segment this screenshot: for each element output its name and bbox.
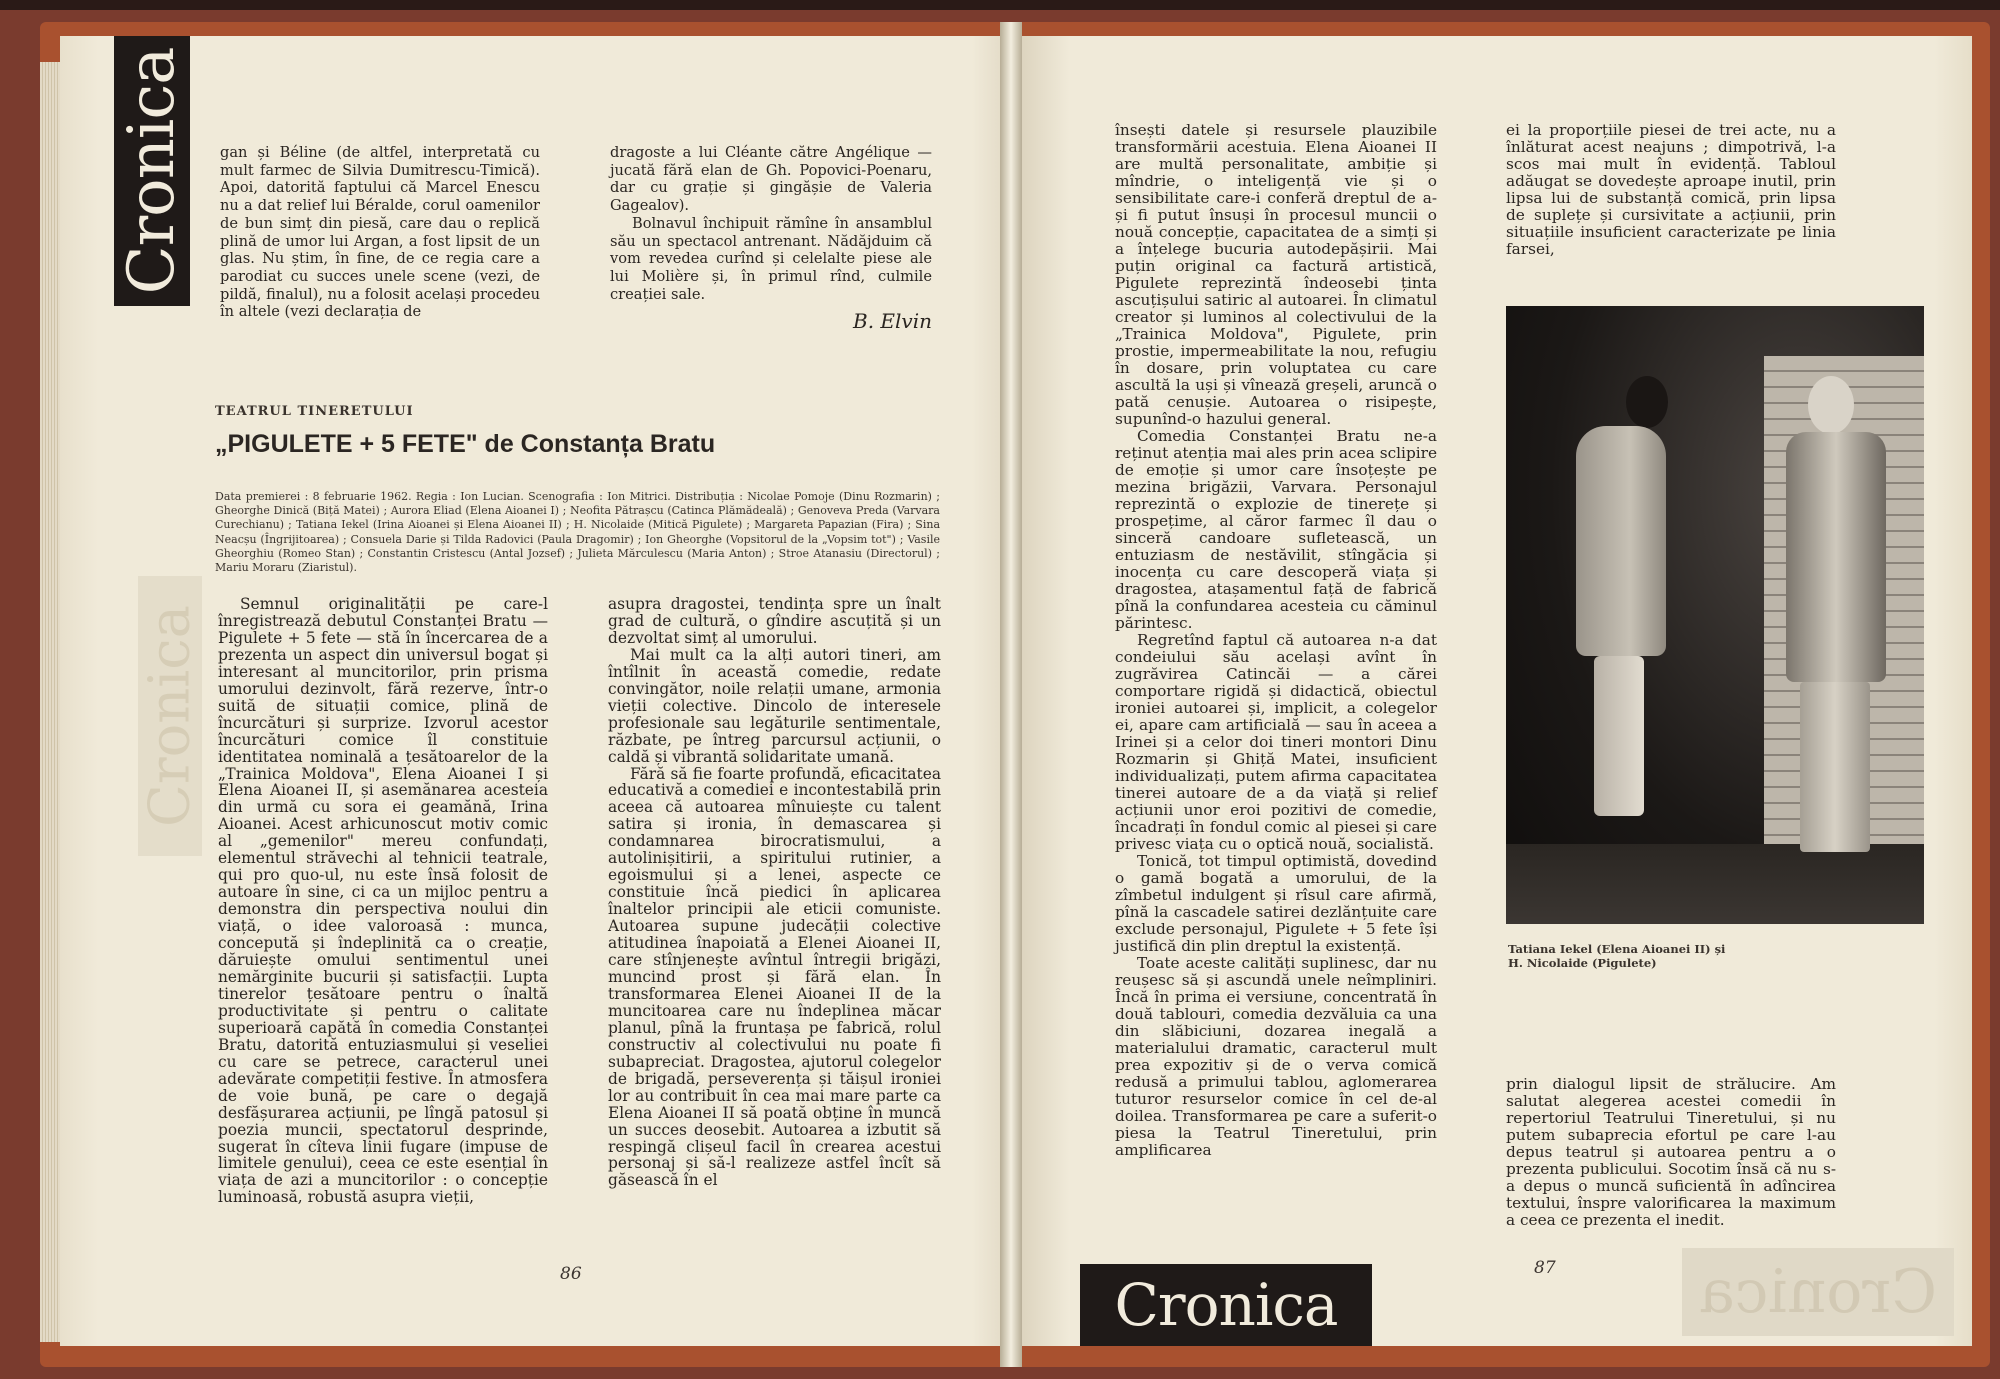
paragraph: Tonică, tot timpul optimistă, dovedind o gamă bogată a umorului, de la zîmbetul indulgent și rîsul care afirmă, pînă la cascadele satirei dezlănțuite care exclude personajul, Pigulete + 5 fete își justifică din plin dreptul la existență.	[1115, 852, 1437, 955]
left-top-column-1	[220, 144, 540, 321]
cronica-logo: Cronica	[1080, 1264, 1372, 1346]
left-main-column-1	[218, 596, 548, 1206]
right-page	[1022, 36, 1972, 1346]
spine-binding	[1000, 22, 1022, 1367]
page-edges	[40, 62, 60, 1342]
caption-line: Tatiana Iekel (Elena Aioanei II) și	[1508, 942, 1726, 956]
production-credits: Data premierei : 8 februarie 1962. Regia : Ion Lucian. Scenografia : Ion Mitrici. Distribuția : Nicolae Pomoje (Dinu Rozmarin) ; Gheorghe Dinică (Biță Matei) ; Aurora Eliad (Elena Aioanei I) ; Neofita Pătrașcu (Catinca Plămădeală) ; Genoveva Preda (Varvara Curechianu) ; Tatiana Iekel (Irina Aioanei și Elena Aioanei II) ; H. Nicolaide (Mitică Pigulete) ; Margareta Papazian (Fira) ; Sina Neacșu (Îngrijitoarea) ; Consuela Darie și Tilda Radovici (Paula Dragomir) ; Ion Gheorghe (Vopsitorul de la „Vopsim tot") ; Vasile Gheorghiu (Romeo Stan) ; Constantin Cristescu (Antal Jozsef) ; Julieta Mărculescu (Maria Anton) ; Stroe Atanasiu (Directorul) ; Mariu Moraru (Ziaristul).	[215, 490, 940, 575]
paragraph: Semnul originalității pe care-l înregistrează debutul Constanței Bratu — Pigulete + 5 fete — stă în încercarea de a prezenta un aspect din universul bogat și interesant al muncitorilor, prin prisma umorului dezinvolt, fără rezerve, într-o suită de situații comice, plină de încurcături și surprize. Izvorul acestor încurcături comice îl constituie identitatea nominală a țesătoarelor de la „Trainica Moldova", Elena Aioanei I și Elena Aioanei II, și asemănarea acesteia din urmă cu sora ei geamănă, Irina Aioanei. Acest arhicunoscut motiv comic al „gemenilor" mereu confundați, elementul străvechi al tehnicii teatrale, qui pro quo-ul, nu este însă folosit de autoare în sine, ci ca un mijloc pentru a demonstra din perspectiva noului din viață, o idee valoroasă : munca, concepută și îndeplinită ca o creație, dăruiește omului sentimentul unei nemărginite bucurii și satisfacții. Lupta tinerelor țesătoare pentru o înaltă productivitate și pentru o calitate superioară capătă în comedia Constanței Bratu, datorită entuziasmului și veseliei cu care se petrece, caracterul unei adevărate competiții festive. În atmosfera de voie bună, pe care o degajă desfășurarea acțiunii, pe lîngă patosul și poezia muncii, spectatorul desprinde, sugerat în cîteva linii fugare (impuse de limitele genului), ceea ce este esențial în viața de azi a muncitorilor : o concepție luminoasă, robustă asupra vieții,	[218, 595, 548, 1207]
left-top-column-2	[610, 144, 932, 334]
paragraph: Mai mult ca la alți autori tineri, am întîlnit în această comedie, redate convingător, noile relații umane, armonia vieții colective. Dincolo de interesele profesionale sau legăturile sentimentale, răzbate, pe întreg parcursul acțiunii, o caldă și vibrantă solidaritate umană.	[608, 645, 941, 766]
paragraph: Regretînd faptul că autoarea n-a dat condeiului său același avînt în zugrăvirea Catincăi — a cărei comportare rigidă și didactică, obiectul ironiei autoarei și, implicit, a colegelor ei, apare cam artificială — sau în aceea a Irinei și a celor doi tineri montori Dinu Rozmarin și Ghiță Matei, insuficient individualizați, putem afirma capacitatea tinerei autoare de a da viață și relief acțiunii unor eroi pozitivi de comedie, încadrați în fondul comic al piesei și care privesc viața cu o optică nouă, socialistă.	[1115, 631, 1437, 853]
cronica-tab-label: Cronica	[115, 47, 189, 295]
paragraph: Fără să fie foarte profundă, eficacitatea educativă a comediei e incontestabilă prin aceea că autoarea mînuiește cu talent satira și ironia, în demascarea și condamnarea birocratismului, a autolinișitirii, a spiritului rutinier, a egoismului și a lenei, aspecte ce constituie încă piedici în aplicarea înaltelor principii ale eticii comuniste. Autoarea supune judecății colective atitudinea înapoiată a Elenei Aioanei II, care stînjenește avîntul întregii brigăzi, muncind prost și fără elan. În transformarea Elenei Aioanei II de la muncitoarea care nu îndeplinea măcar planul, pînă la fruntașa pe fabrică, rolul constructiv al colectivului nu poate fi subapreciat. Dragostea, ajutorul colegelor de brigadă, perseverența și tăișul ironiei lor au contribuit în cea mai mare parte ca Elena Aioanei II să poată obține în muncă un succes deosebit. Autoarea a izbutit să respingă clișeul facil în crearea acestui personaj și să-l realizeze astfel încît să găsească în el	[608, 764, 941, 1190]
left-page	[60, 36, 1021, 1346]
page-number: 87	[1534, 1258, 1556, 1278]
paragraph: Toate aceste calități suplinesc, dar nu reușesc să și ascundă unele neîmpliniri. Încă în prima ei versiune, concentrată în două tablouri, comedia dezvăluia ca una din slăbiciuni, dozarea inegală a materialului dramatic, caracterul mult prea expozitiv și de o verva comică redusă a primului tablou, aglomerarea tuturor resurselor comice în cel de-al doilea. Transformarea pe care a suferit-o piesa la Teatrul Tineretului, prin amplificarea	[1115, 954, 1437, 1159]
right-column-2-top	[1506, 122, 1836, 258]
show-through-tab	[138, 576, 202, 856]
left-main-column-2	[608, 596, 941, 1189]
photo-caption	[1508, 942, 1725, 970]
right-column-1	[1115, 122, 1437, 1159]
photo-actor-figure	[1764, 376, 1904, 856]
paragraph: prin dialogul lipsit de strălucire. Am salutat alegerea acestei comedii în repertoriul Teatrului Tineretului, și nu putem subaprecia efortul pe care l-au depus teatrul și autoarea pentru a o prezenta publicului. Socotim însă că nu s-a depus o muncă suficientă în adîncirea textului, înspre valorificarea la maximum a ceea ce prezenta el inedit.	[1506, 1075, 1836, 1229]
paragraph: Bolnavul închipuit rămîne în ansamblul său un spectacol antrenant. Nădăjduim că vom revedea curînd și celelalte piese ale lui Molière și, în primul rînd, culmile creației sale.	[610, 214, 932, 303]
article-headline: „PIGULETE + 5 FETE" de Constanța Bratu	[215, 430, 716, 458]
paragraph: asupra dragostei, tendința spre un înalt grad de cultură, o gîndire ascuțită și un dezvoltat simț al umorului.	[608, 595, 941, 647]
section-label: TEATRUL TINERETULUI	[215, 404, 414, 419]
author-signature: B. Elvin	[853, 309, 932, 334]
show-through-label: Cronica	[137, 604, 203, 828]
page-number: 86	[560, 1264, 582, 1284]
photo-stage-floor	[1506, 844, 1924, 924]
paragraph: ei la proporțiile piesei de trei acte, nu a înlăturat acest neajuns ; dimpotrivă, l-a scos mai mult în evidență. Tabloul adăugat se dovedește aproape inutil, prin lipsa lui de substanță comică, prin lipsa de suplețe și cursivitate a acțiunii, prin situațiile insuficient caracterizate pe linia farsei,	[1506, 121, 1836, 258]
caption-line: H. Nicolaide (Pigulete)	[1508, 956, 1657, 970]
production-photo	[1506, 306, 1924, 924]
paragraph: gan și Béline (de altfel, interpretată cu mult farmec de Silvia Dumitrescu-Timică). Apoi, datorită faptului că Marcel Enescu nu a dat relief lui Béralde, corul oamenilor de bun simț din piesă, care dau o replică plină de umor lui Argan, a fost lipsit de un glas. Nu știm, în fine, de ce regia care a parodiat cu succes unele scene (vezi, de pildă, finalul), nu a folosit același procedeu în altele (vezi declarația de	[220, 144, 540, 321]
cronica-section-tab	[114, 36, 190, 306]
right-column-2-bottom	[1506, 1076, 1836, 1229]
paragraph: Comedia Constanței Bratu ne-a reținut atenția mai ales prin acea sclipire de emoție și umor care însoțește pe mezina brigăzii, Varvara. Personajul reprezintă o explozie de tinerețe și prospețime, al căror farmec îl dau o sinceră candoare sufletească, un entuziasm de nestăvilit, stîngăcia și inocența cu care descoperă viața și dragostea, atașamentul față de fabrică pînă la confundarea acesteia cu căminul părintesc.	[1115, 427, 1437, 632]
book-spread	[40, 22, 1990, 1367]
paragraph: dragoste a lui Cléante către Angélique — jucată fără elan de Gh. Popovici-Poenaru, dar cu grație și gingășie de Valeria Gagealov).	[610, 144, 932, 215]
paragraph: însești datele și resursele plauzibile transformării acestuia. Elena Aioanei II are multă personalitate, ambiție și mîndrie, o inteligență vie și o sensibilitate care-i conferă dreptul de a-și fi putut însuși în procesul muncii o nouă concepție, capacitatea de a simți și a înțelege bucuria autodepășirii. Mai puțin original ca factură artistică, Pigulete reprezintă îndeosebi ținta ascuțișului satiric al autoarei. În climatul creator și luminos al colectivului de la „Trainica Moldova", Pigulete, prin prostie, impermeabilitate la nou, refugiu în dosare, prin voluptatea cu care ascultă la uși și vînează greșeli, aruncă o pată cenușie. Autoarea o risipește, supunînd-o hazului general.	[1115, 121, 1437, 428]
photo-actress-figure	[1546, 376, 1666, 836]
show-through-logo: Cronica	[1682, 1248, 1954, 1336]
